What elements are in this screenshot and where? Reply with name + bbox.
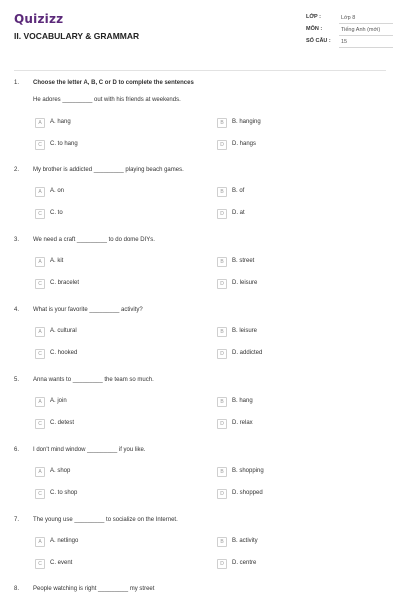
option-letter-box: A [35,397,45,407]
meta-value-class: Lớp 8 [339,13,393,24]
option-letter-box: D [217,349,227,359]
option-letter-box: A [35,327,45,337]
option-text: D. addicted [232,350,263,356]
question-7 [0,517,400,587]
question-number: 7. [14,517,20,523]
option-text: C. hooked [50,350,78,356]
question-6 [0,447,400,517]
meta-label-count: SỐ CÂU : [306,38,331,44]
option-text: D. at [232,210,245,216]
option-letter-box: A [35,187,45,197]
option-text: D. relax [232,420,253,426]
option-text: A. shop [50,468,71,474]
option-letter-box: B [217,397,227,407]
option-letter-box: A [35,467,45,477]
question-text: People watching is right _________ my street [33,586,155,592]
meta-row-count [306,37,396,48]
option-letter-box: C [35,489,45,499]
question-text: Anna wants to _________ the team so much. [33,377,154,383]
question-text: I don't mind window _________ if you like. [33,447,146,453]
option-letter-box: A [35,537,45,547]
option-text: C. to shop [50,490,78,496]
option-letter-box: D [217,209,227,219]
question-2 [0,167,400,237]
option-letter-box: D [217,140,227,150]
option-text: A. on [50,188,65,194]
option-letter-box: D [217,279,227,289]
question-text: What is your favorite _________ activity? [33,307,143,313]
question-text: My brother is addicted _________ playing beach games. [33,167,184,173]
question-8 [0,586,400,598]
option-letter-box: D [217,489,227,499]
option-text: D. hangs [232,141,257,147]
option-text: C. event [50,560,73,566]
header-divider [14,70,386,71]
option-text: D. leisure [232,280,258,286]
option-letter-box: C [35,349,45,359]
question-5 [0,377,400,447]
option-text: B. activity [232,538,258,544]
option-letter-box: B [217,187,227,197]
option-letter-box: C [35,209,45,219]
question-number: 2. [14,167,20,173]
question-number: 6. [14,447,20,453]
option-letter-box: B [217,467,227,477]
option-letter-box: A [35,118,45,128]
option-text: A. hang [50,119,71,125]
meta-value-subject: Tiếng Anh (mới) [339,25,393,36]
option-text: C. detest [50,420,75,426]
worksheet-header [0,0,400,70]
meta-label-subject: MÔN : [306,26,323,32]
question-instruction: Choose the letter A, B, C or D to complete the sentences [33,80,194,86]
option-text: B. hang [232,398,253,404]
question-4 [0,307,400,377]
option-text: D. centre [232,560,257,566]
question-text: He adores _________ out with his friends at weekends. [33,97,181,103]
option-text: B. street [232,258,255,264]
option-letter-box: D [217,419,227,429]
option-letter-box: B [217,118,227,128]
option-letter-box: C [35,419,45,429]
section-title: II. VOCABULARY & GRAMMAR [14,31,140,41]
option-text: D. shopped [232,490,263,496]
question-1 [0,80,400,150]
option-letter-box: C [35,279,45,289]
option-text: B. of [232,188,245,194]
question-number: 8. [14,586,20,592]
meta-label-class: LỚP : [306,14,321,20]
option-text: B. shopping [232,468,264,474]
question-number: 5. [14,377,20,383]
question-3 [0,237,400,307]
option-letter-box: C [35,559,45,569]
question-number: 3. [14,237,20,243]
question-number: 1. [14,80,20,86]
option-text: A. netlingo [50,538,79,544]
option-text: C. to [50,210,63,216]
meta-row-subject [306,25,396,36]
quizizz-logo: Quizizz [14,12,64,26]
option-text: A. kit [50,258,64,264]
option-letter-box: B [217,537,227,547]
question-text: We need a craft _________ to do dome DIYs. [33,237,155,243]
worksheet-meta [306,13,396,49]
question-text: The young use _________ to socialize on the Internet. [33,517,178,523]
meta-row-class [306,13,396,24]
option-letter-box: B [217,327,227,337]
option-text: A. cultural [50,328,77,334]
option-letter-box: C [35,140,45,150]
option-text: B. hanging [232,119,261,125]
option-text: B. leisure [232,328,258,334]
option-letter-box: A [35,257,45,267]
option-text: C. to hang [50,141,78,147]
option-text: A. join [50,398,67,404]
meta-value-count: 15 [339,37,393,48]
option-letter-box: D [217,559,227,569]
question-number: 4. [14,307,20,313]
option-letter-box: B [217,257,227,267]
option-text: C. bracelet [50,280,80,286]
